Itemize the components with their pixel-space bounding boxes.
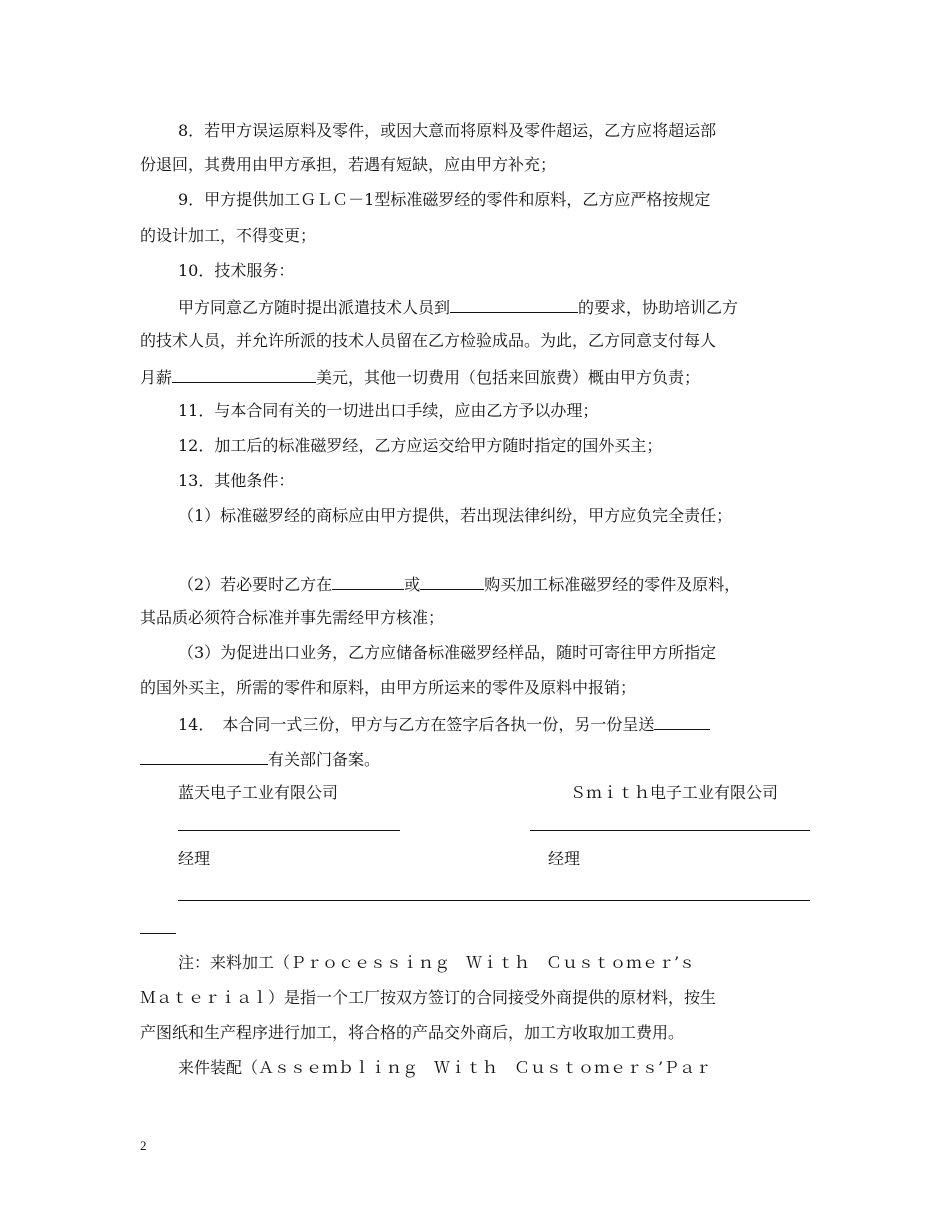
clause-10-line-1 [178,296,738,318]
clause-13-item-2-a: （2）若必要时乙方在 [178,575,333,594]
party-b-signature-line [530,830,810,831]
clause-10-line-1-b: 的要求，协助培训乙方 [578,298,739,317]
clause-13-item-3-line-1: （3）为促进出口业务，乙方应储备标准磁罗经样品，随时可寄往甲方所指定 [178,643,717,662]
clause-14-line-2 [140,748,380,770]
clause-10-line-3-b: 美元，其他一切费用（包括来回旅费）概由甲方负责； [316,368,701,387]
clause-8-line-2: 份退回，其费用由甲方承担，若遇有短缺，应由甲方补充； [140,155,557,174]
clause-13-title: 13．其他条件： [178,471,295,490]
clause-13-item-1: （1）标准磁罗经的商标应由甲方提供，若出现法律纠纷，甲方应负完全责任； [178,506,733,525]
clause-10-line-3 [140,366,700,388]
blank-line-location [450,296,578,313]
blank-line-department-2 [140,748,268,765]
note-line-3: 产图纸和生产程序进行加工，将合格的产品交外商后，加工方收取加工费用。 [140,1023,685,1042]
clause-9-line-2: 的设计加工，不得变更； [140,226,317,245]
party-b-title: 经理 [548,849,581,868]
note-line-2: Ｍａｔｅｒｉａｌ）是指一个工厂按双方签订的合同接受外商提供的原材料，按生 [140,988,717,1007]
long-separator-line [178,900,810,901]
page-number: 2 [140,1138,147,1153]
clause-9-line-1: 9．甲方提供加工ＧＬＣ－1型标准磁罗经的零件和原料，乙方应严格按规定 [178,190,711,209]
clause-13-item-2-c: 购买加工标准磁罗经的零件及原料， [484,575,741,594]
clause-13-item-2-line-2: 其品质必须符合标准并事先需经甲方核准； [140,608,445,627]
clause-10-title: 10．技术服务： [178,261,295,280]
short-separator-line [140,933,176,934]
blank-line-salary [172,366,316,383]
blank-line-department-1 [654,713,710,730]
clause-13-item-3-line-2: 的国外买主，所需的零件和原料，由甲方所运来的零件及原料中报销； [140,678,637,697]
note-line-1: 注：来料加工（Ｐｒｏｃｅｓｓｉｎｇ Ｗｉｔｈ Ｃｕｓｔｏｍｅｒ’ｓ [178,953,696,972]
clause-14-line-1-text: 14． 本合同一式三份，甲方与乙方在签字后各执一份，另一份呈送 [178,715,655,734]
clause-10-line-2: 的技术人员，并允许所派的技术人员留在乙方检验成品。为此，乙方同意支付每人 [140,331,717,350]
clause-13-item-2-line-1 [178,573,740,595]
party-a-name: 蓝天电子工业有限公司 [178,783,339,802]
party-a-title: 经理 [178,849,211,868]
clause-14-line-1 [178,713,710,735]
party-b-name: Ｓｍｉｔｈ电子工业有限公司 [570,783,779,802]
clause-11: 11．与本合同有关的一切进出口手续，应由乙方予以办理； [178,401,599,420]
blank-line-place-2 [420,573,484,590]
party-a-signature-line [178,830,400,831]
clause-14-line-2-text: 有关部门备案。 [268,750,381,769]
clause-12: 12．加工后的标准磁罗经，乙方应运交给甲方随时指定的国外买主； [178,436,663,455]
clause-10-line-3-a: 月薪 [140,368,173,387]
note-2-line-1: 来件装配（Ａｓｓｅｍｂｌｉｎｇ Ｗｉｔｈ Ｃｕｓｔｏｍｅｒｓ’Ｐａｒ [178,1058,712,1077]
clause-8-line-1: 8．若甲方误运原料及零件，或因大意而将原料及零件超运，乙方应将超运部 [178,121,717,140]
blank-line-place-1 [332,573,404,590]
clause-13-item-2-b: 或 [404,575,421,594]
clause-10-line-1-a: 甲方同意乙方随时提出派遣技术人员到 [178,298,451,317]
